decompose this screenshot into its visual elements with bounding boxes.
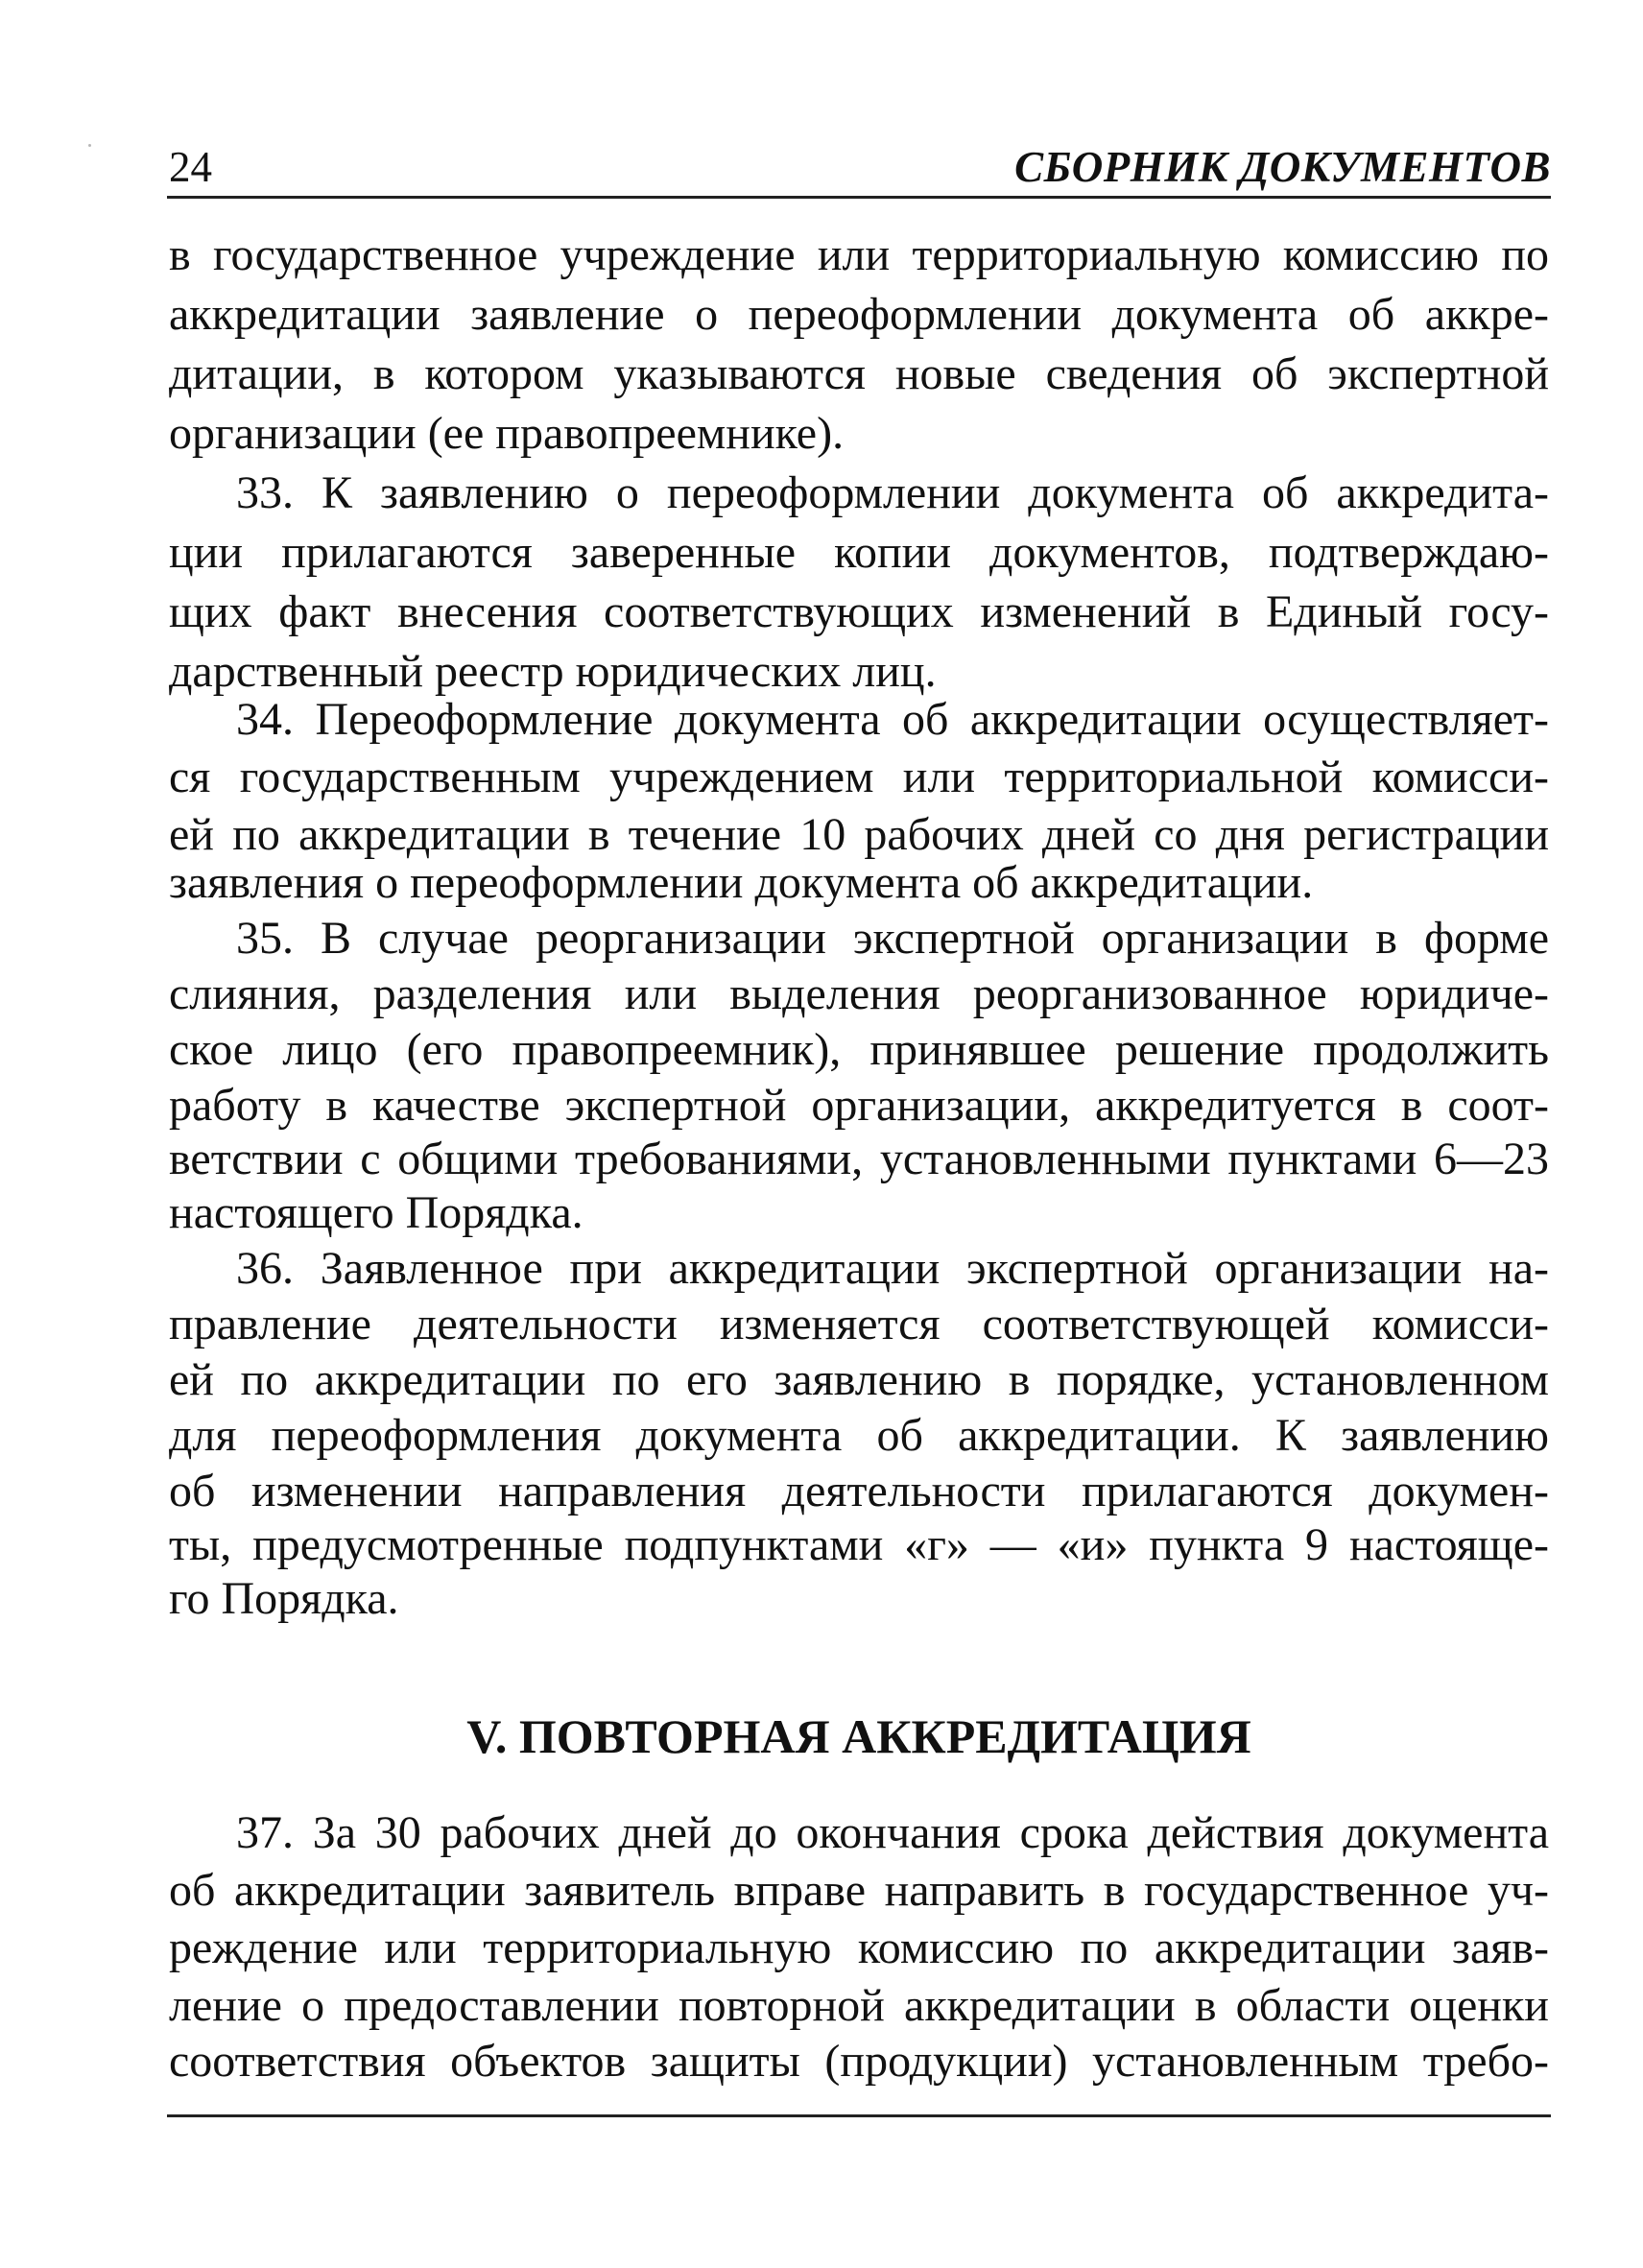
- header-rule: [167, 196, 1551, 199]
- text-line: ей по аккредитации в течение 10 рабочих дней со дня регистрации: [169, 809, 1549, 860]
- paragraph-33-line: 33. К заявлению о переоформлении документа об аккредита-: [236, 467, 1549, 518]
- text-line: дитации, в котором указываются новые сведения об экспертной: [169, 348, 1549, 399]
- scan-speck: [88, 144, 91, 147]
- text-line: дарственный реестр юридических лиц.: [169, 646, 937, 697]
- paragraph-37-line: 37. За 30 рабочих дней до окончания срока действия документа: [236, 1807, 1549, 1858]
- text-line: ление о предоставлении повторной аккредитации в области оценки: [169, 1980, 1549, 2031]
- text-line: настоящего Порядка.: [169, 1187, 583, 1238]
- text-line: правление деятельности изменяется соответствующей комисси-: [169, 1299, 1549, 1349]
- text-line: соответствия объектов защиты (продукции) установленным требо-: [169, 2036, 1549, 2087]
- text-line: щих факт внесения соответствующих изменений в Единый госу-: [169, 586, 1549, 637]
- text-line: реждение или территориальную комиссию по аккредитации заяв-: [169, 1922, 1549, 1973]
- text-line: ей по аккредитации по его заявлению в порядке, установленном: [169, 1354, 1549, 1405]
- text-line: слияния, разделения или выделения реорганизованное юридиче-: [169, 968, 1549, 1019]
- text-line: ты, предусмотренные подпунктами «г» — «и» пункта 9 настояще-: [169, 1519, 1549, 1570]
- text-line: организации (ее правопреемнике).: [169, 408, 845, 459]
- text-line: в государственное учреждение или территориальную комиссию по: [169, 229, 1549, 280]
- footer-rule: [167, 2114, 1551, 2117]
- text-line: работу в качестве экспертной организации, аккредитуется в соот-: [169, 1080, 1549, 1131]
- text-line: заявления о переоформлении документа об аккредитации.: [169, 857, 1314, 908]
- text-line: об изменении направления деятельности прилагаются докумен-: [169, 1466, 1549, 1516]
- text-line: для переоформления документа об аккредитации. К заявлению: [169, 1410, 1549, 1461]
- paragraph-36-line: 36. Заявленное при аккредитации экспертной организации на-: [236, 1243, 1549, 1294]
- paragraph-34-line: 34. Переоформление документа об аккредитации осуществляет-: [236, 694, 1549, 745]
- page-number: 24: [169, 143, 212, 191]
- text-line: го Порядка.: [169, 1573, 399, 1624]
- text-line: об аккредитации заявитель вправе направить в государственное уч-: [169, 1865, 1549, 1916]
- section-heading: V. ПОВТОРНАЯ АККРЕДИТАЦИЯ: [466, 1709, 1251, 1763]
- text-line: ции прилагаются заверенные копии документов, подтверждаю-: [169, 527, 1549, 578]
- paragraph-35-line: 35. В случае реорганизации экспертной организации в форме: [236, 913, 1549, 964]
- text-line: аккредитации заявление о переоформлении документа об аккре-: [169, 289, 1549, 340]
- running-title: СБОРНИК ДОКУМЕНТОВ: [1014, 143, 1551, 191]
- text-line: ся государственным учреждением или территориальной комисси-: [169, 752, 1549, 802]
- text-line: ское лицо (его правопреемник), принявшее решение продолжить: [169, 1024, 1549, 1075]
- text-line: ветствии с общими требованиями, установленными пунктами 6—23: [169, 1134, 1549, 1184]
